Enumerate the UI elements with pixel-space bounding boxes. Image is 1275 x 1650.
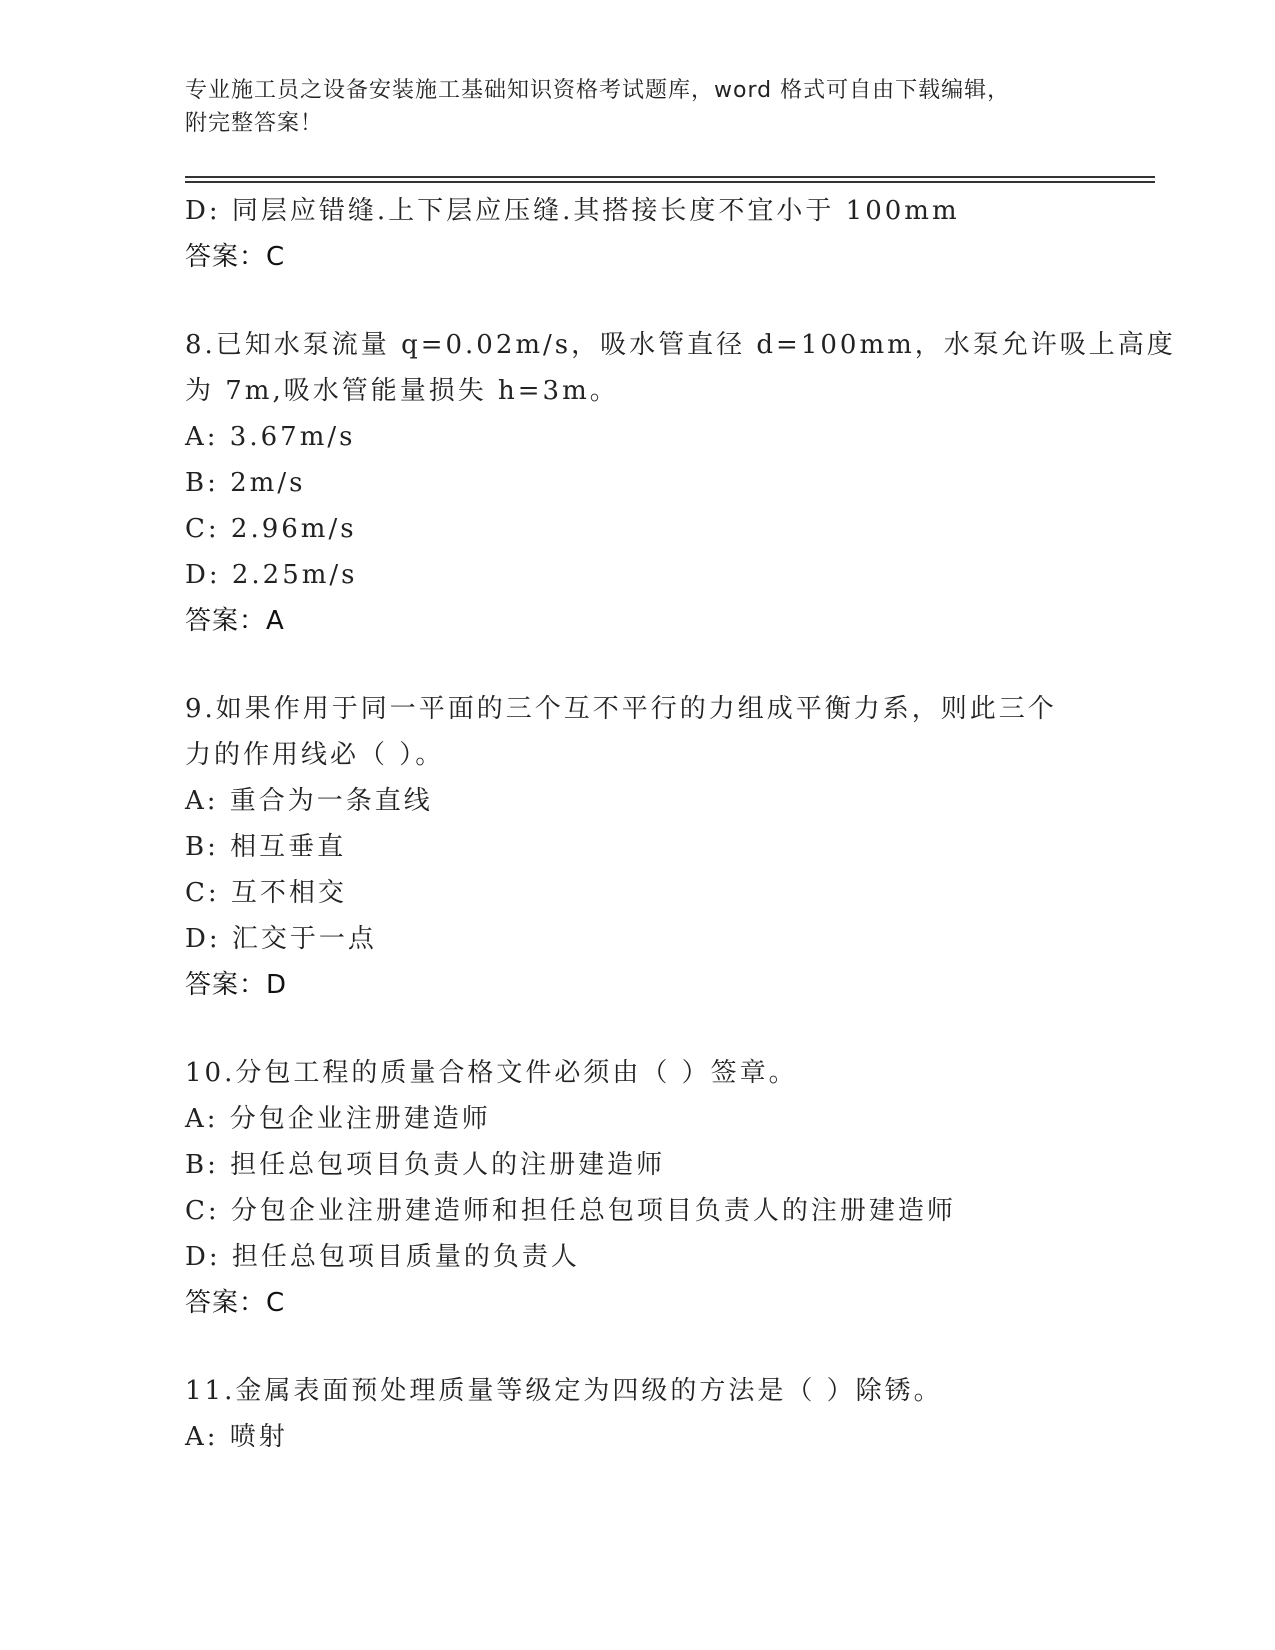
question-list [185,188,1176,1460]
option-a: A: 分包企业注册建造师 [185,1104,491,1134]
question-block-10 [185,1050,1085,1326]
question-stem: 11.金属表面预处理质量等级定为四级的方法是（ ）除锈。 [185,1376,943,1406]
spacer [185,1326,1085,1368]
question-stem-cont: 为 7m,吸水管能量损失 h=3m。 [185,376,619,406]
option-b: B: 担任总包项目负责人的注册建造师 [185,1150,666,1180]
answer: 答案：D [185,970,288,1000]
question-block-11 [185,1368,1085,1460]
header-divider-bottom [185,181,1155,183]
option-c: C: 互不相交 [185,878,347,908]
question-stem-cont: 力的作用线必（ ）。 [185,740,445,770]
document-header [185,74,1065,140]
option-d: D: 2.25m/s [185,560,358,590]
option-c: C: 2.96m/s [185,514,357,544]
answer: 答案：C [185,242,286,272]
answer: 答案：C [185,1288,286,1318]
header-divider-top [185,176,1155,178]
question-stem: 10.分包工程的质量合格文件必须由（ ）签章。 [185,1058,798,1088]
option-d: D: 汇交于一点 [185,924,377,954]
option-a: A: 喷射 [185,1422,288,1452]
option-a: A: 3.67m/s [185,422,356,452]
option-a: A: 重合为一条直线 [185,786,433,816]
question-block-9 [185,686,1085,1008]
header-line-2: 附完整答案！ [185,111,324,136]
answer: 答案：A [185,606,285,636]
option-b: B: 2m/s [185,468,306,498]
spacer [185,280,1085,322]
option-d: D: 担任总包项目质量的负责人 [185,1242,580,1272]
question-block-8 [185,322,1176,644]
spacer [185,644,1085,686]
question-stem: 9.如果作用于同一平面的三个互不平行的力组成平衡力系，则此三个 [185,694,1057,724]
question-stem: 8.已知水泵流量 q=0.02m/s，吸水管直径 d=100mm，水泵允许吸上高度 [185,330,1176,360]
spacer [185,1008,1085,1050]
option-c: C: 分包企业注册建造师和担任总包项目负责人的注册建造师 [185,1196,956,1226]
option-d: D: 同层应错缝.上下层应压缝.其搭接长度不宜小于 100mm [185,196,960,226]
option-b: B: 相互垂直 [185,832,347,862]
question-block-prev [185,188,1085,280]
header-line-1: 专业施工员之设备安装施工基础知识资格考试题库，word 格式可自由下载编辑， [185,78,1011,103]
